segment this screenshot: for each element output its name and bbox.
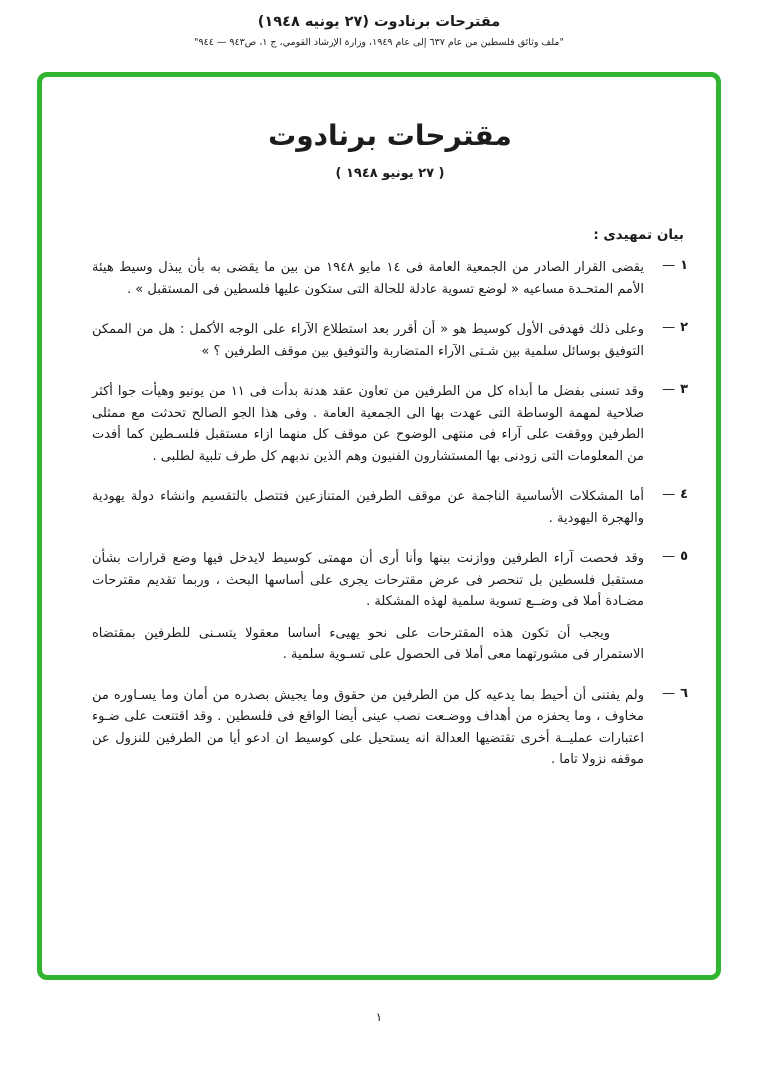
list-item <box>92 685 688 779</box>
item-dash: — <box>662 487 676 502</box>
paragraph: أما المشكلات الأساسية الناجمة عن موقف الطرفين المتنازعين فتتصل بالتقسيم وانشاء دولة يهودية والهجرة اليهودية . <box>92 489 644 526</box>
item-dash: — <box>662 320 676 335</box>
item-marker <box>644 685 688 779</box>
list-item <box>92 257 688 308</box>
paragraph: وقد فحصت آراء الطرفين ووازنت بينها وأنا أرى أن مهمتى كوسيط لايدخل فيها وضع قرارات بشأن مستقبل فلسطين بل تنحصر فى عرض مقترحات يجرى على أساسها البحث ، وربما تقديم مقترحات مضـادة أملا فى وضــع تسوية سلمية لهذه المشكلة . <box>92 551 644 609</box>
item-number: ٣ <box>680 382 688 397</box>
item-text <box>92 548 644 674</box>
item-dash: — <box>662 549 676 564</box>
document-frame <box>37 72 721 980</box>
item-number: ٢ <box>680 320 688 335</box>
item-marker <box>644 381 688 475</box>
item-marker <box>644 319 688 370</box>
page-header <box>0 0 758 48</box>
section-heading: بيان تمهيدى : <box>593 227 684 243</box>
item-marker <box>644 486 688 537</box>
paragraph: وعلى ذلك فهدفى الأول كوسيط هو « أن أقرر بعد استطلاع الآراء على الوجه الأكمل : هل من الممكن التوفيق بوسائل سلمية بين شـتى الآراء المتضاربة والتوفيق بين موقف الطرفين ؟ » <box>92 322 644 359</box>
item-text <box>92 257 644 308</box>
document-title: مقترحات برنادوت <box>268 119 512 152</box>
paragraph: يقضى القرار الصادر من الجمعية العامة فى ١٤ مايو ١٩٤٨ من بين ما يقضى به بأن يبذل وسيط هيئة الأمم المتحـدة مساعيه « لوضع تسوية عادلة للحالة التى ستكون عليها فلسطين فى المستقبل » . <box>92 260 645 297</box>
item-text <box>92 381 644 475</box>
item-number: ٦ <box>680 685 688 701</box>
list-item <box>92 381 688 475</box>
paragraph: وقد تسنى بفضل ما أبداه كل من الطرفين من تعاون عقد هدنة بدأت فى ١١ من يونيو وهيأت جوا أكثر صلاحية لمهمة الوساطة التى عهدت بها الى الجمعية العامة . وفى هذا الجو الصالح تحدثت مع ممثلى الطرفين ووقفت على آراء فى منتهى الوضوح عن موقف كل منهما ازاء مستقبل فلسـطين كما أفدت من المعلومات التى زودنى بها المستشارون الفنيون وهم الذين ندبهم كل طرف تلبية لطلبى . <box>92 384 644 464</box>
item-number: ٥ <box>680 549 688 564</box>
list-item <box>92 319 688 370</box>
item-number: ١ <box>680 258 688 273</box>
item-marker <box>644 257 688 308</box>
item-dash: — <box>662 685 676 701</box>
item-dash: — <box>662 258 676 273</box>
item-number: ٤ <box>680 487 688 502</box>
item-text <box>92 486 644 537</box>
item-text <box>92 685 644 779</box>
header-source-citation: "ملف وثائق فلسطين من عام ٦٣٧ إلى عام ١٩٤٩، وزارة الإرشاد القومي، ج ١، ص٩٤٣ — ٩٤٤" <box>194 37 564 48</box>
document-subtitle: ( ٢٧ يونيو ١٩٤٨ ) <box>335 166 445 181</box>
item-marker <box>644 548 688 674</box>
page-number: ١ <box>375 1010 383 1024</box>
item-dash: — <box>662 382 676 397</box>
list-item <box>92 548 688 674</box>
header-title: مقترحات برنادوت (٢٧ يونيه ١٩٤٨) <box>257 14 501 30</box>
paragraph: ويجب أن تكون هذه المقترحات على نحو يهيىء أساسا معقولا يتسـنى للطرفين بمقتضاه الاستمرار فى مشورتهما معى أملا فى الحصول على تسـوية سلمية . <box>92 625 644 662</box>
paragraph: ولم يفتنى أن أحيط بما يدعيه كل من الطرفين من حقوق وما يجيش بصدره من أمان وما يسـاوره من مخاوف ، وما يحفزه من أهداف ووضـعت نصب عينى أيضا الواقع فى فلسطين . وقد اقتنعت على ضـوء اعتبارات عمليــة أخرى تقتضيها العدالة انه يستحيل على كوسيط ان ادعو أيا من الطرفين للنزول عن موقفه نزولا تاما . <box>92 687 644 767</box>
item-text <box>92 319 644 370</box>
numbered-list <box>92 257 688 779</box>
list-item <box>92 486 688 537</box>
